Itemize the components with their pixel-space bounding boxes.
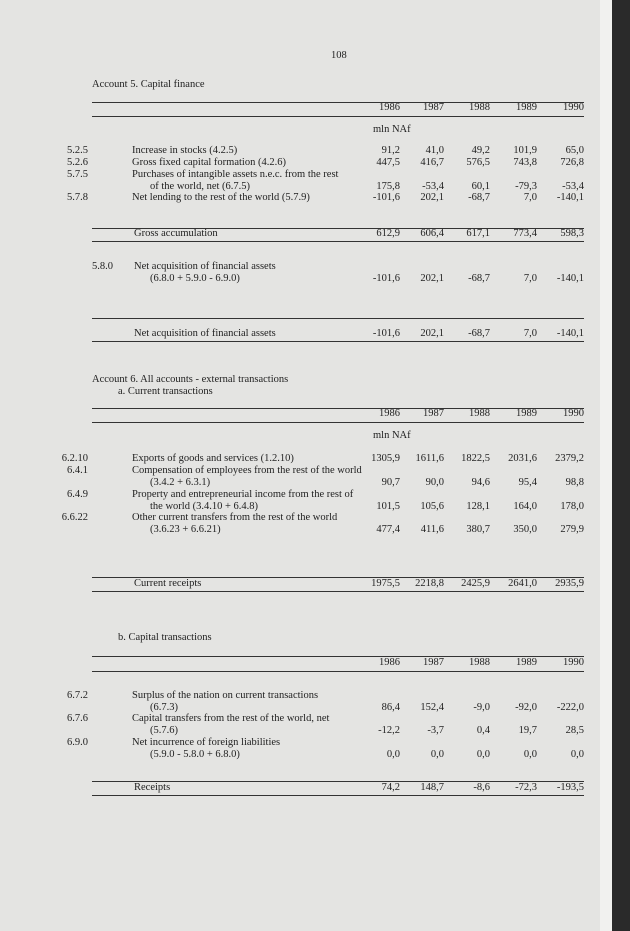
- table-cell: 105,6: [420, 501, 444, 512]
- table-cell: 7,0: [523, 192, 537, 203]
- total-label: Current receipts: [134, 578, 202, 589]
- row-label-continuation: the world (3.4.10 + 6.4.8): [150, 501, 258, 512]
- table-cell: -9,0: [473, 702, 490, 713]
- table-rule: [92, 241, 584, 242]
- table-cell: 1305,9: [371, 453, 400, 464]
- row-label-continuation: (6.8.0 + 5.9.0 - 6.9.0): [150, 273, 240, 284]
- table-cell: 101,5: [376, 501, 400, 512]
- total-label: Receipts: [134, 782, 171, 793]
- year-header: 1990: [563, 102, 584, 113]
- table-rule: [92, 341, 584, 342]
- table-cell: 175,8: [376, 181, 400, 192]
- table-rule: [92, 591, 584, 592]
- row-code: 5.7.8: [67, 192, 88, 203]
- year-header: 1987: [423, 408, 444, 419]
- table-cell: 0,0: [430, 749, 444, 760]
- table-cell: 86,4: [381, 702, 400, 713]
- total-cell: 1975,5: [371, 578, 400, 589]
- section-title: Account 5. Capital finance: [92, 79, 205, 90]
- table-rule: [92, 795, 584, 796]
- table-cell: 576,5: [466, 157, 490, 168]
- table-rule: [92, 422, 584, 423]
- table-cell: 128,1: [466, 501, 490, 512]
- total-cell: -8,6: [473, 782, 490, 793]
- total-cell: 2935,9: [555, 578, 584, 589]
- table-cell: 152,4: [420, 702, 444, 713]
- row-label: Net acquisition of financial assets: [134, 261, 276, 272]
- table-cell: 0,4: [476, 725, 490, 736]
- year-header: 1987: [423, 657, 444, 668]
- row-label: Net incurrence of foreign liabilities: [132, 737, 281, 748]
- row-code: 6.4.1: [67, 465, 88, 476]
- total-cell: 74,2: [381, 782, 400, 793]
- table-cell: -53,4: [562, 181, 584, 192]
- table-cell: 279,9: [560, 524, 584, 535]
- year-header: 1989: [516, 657, 537, 668]
- table-cell: 178,0: [560, 501, 584, 512]
- table-cell: -68,7: [468, 192, 490, 203]
- total-cell: 2218,8: [415, 578, 444, 589]
- table-cell: 2379,2: [555, 453, 584, 464]
- table-cell: 91,2: [381, 145, 400, 156]
- table-cell: 41,0: [425, 145, 444, 156]
- table-cell: -79,3: [515, 181, 537, 192]
- year-header: 1989: [516, 408, 537, 419]
- table-cell: 1611,6: [415, 453, 444, 464]
- total-cell: 202,1: [420, 328, 444, 339]
- row-code: 6.9.0: [67, 737, 88, 748]
- year-header: 1988: [469, 657, 490, 668]
- table-rule: [92, 671, 584, 672]
- year-header: 1986: [379, 102, 400, 113]
- row-code: 5.7.5: [67, 169, 88, 180]
- total-cell: 617,1: [466, 228, 490, 239]
- row-code: 6.7.6: [67, 713, 88, 724]
- year-header: 1988: [469, 102, 490, 113]
- table-cell: -3,7: [427, 725, 444, 736]
- total-cell: -68,7: [468, 328, 490, 339]
- row-code: 6.4.9: [67, 489, 88, 500]
- table-cell: 95,4: [518, 477, 537, 488]
- table-cell: 49,2: [471, 145, 490, 156]
- table-cell: -140,1: [556, 273, 584, 284]
- row-label: Exports of goods and services (1.2.10): [132, 453, 294, 464]
- table-cell: 0,0: [476, 749, 490, 760]
- scan-border: [612, 0, 630, 931]
- row-code: 6.2.10: [61, 453, 88, 464]
- total-cell: 2641,0: [508, 578, 537, 589]
- row-label-continuation: (3.4.2 + 6.3.1): [150, 477, 211, 488]
- page-edge: [600, 0, 612, 931]
- row-label: Other current transfers from the rest of the world: [132, 512, 338, 523]
- row-label-continuation: of the world, net (6.7.5): [150, 181, 251, 192]
- table-cell: -53,4: [422, 181, 444, 192]
- year-header: 1987: [423, 102, 444, 113]
- year-header: 1986: [379, 657, 400, 668]
- section-subtitle: b. Capital transactions: [118, 632, 212, 643]
- row-label: Increase in stocks (4.2.5): [132, 145, 238, 156]
- table-cell: -68,7: [468, 273, 490, 284]
- total-label: Gross accumulation: [134, 228, 218, 239]
- total-cell: 773,4: [513, 228, 537, 239]
- table-cell: 202,1: [420, 192, 444, 203]
- year-header: 1989: [516, 102, 537, 113]
- row-label: Gross fixed capital formation (4.2.6): [132, 157, 286, 168]
- total-cell: 612,9: [376, 228, 400, 239]
- total-cell: -193,5: [556, 782, 584, 793]
- table-cell: 0,0: [570, 749, 584, 760]
- page-number: 108: [331, 50, 347, 61]
- total-cell: 606,4: [420, 228, 444, 239]
- total-cell: -72,3: [515, 782, 537, 793]
- row-code: 6.7.2: [67, 690, 88, 701]
- table-cell: 447,5: [376, 157, 400, 168]
- table-cell: 1822,5: [461, 453, 490, 464]
- section-title: Account 6. All accounts - external transactions: [92, 374, 289, 385]
- row-label-continuation: (3.6.23 + 6.6.21): [150, 524, 221, 535]
- table-cell: 90,0: [425, 477, 444, 488]
- row-label-continuation: (5.9.0 - 5.8.0 + 6.8.0): [150, 749, 240, 760]
- table-cell: -140,1: [556, 192, 584, 203]
- row-label: Net lending to the rest of the world (5.7.9): [132, 192, 310, 203]
- table-cell: 0,0: [523, 749, 537, 760]
- row-label: Purchases of intangible assets n.e.c. from the rest: [132, 169, 339, 180]
- total-cell: 148,7: [420, 782, 444, 793]
- table-cell: 202,1: [420, 273, 444, 284]
- table-cell: 101,9: [513, 145, 537, 156]
- table-cell: 0,0: [386, 749, 400, 760]
- year-header: 1990: [563, 408, 584, 419]
- table-cell: 2031,6: [508, 453, 537, 464]
- table-cell: 350,0: [513, 524, 537, 535]
- table-cell: 7,0: [523, 273, 537, 284]
- row-label: Capital transfers from the rest of the world, net: [132, 713, 330, 724]
- row-label: Surplus of the nation on current transactions: [132, 690, 319, 701]
- row-label: Property and entrepreneurial income from the rest of: [132, 489, 354, 500]
- row-label: Compensation of employees from the rest of the world: [132, 465, 362, 476]
- year-header: 1986: [379, 408, 400, 419]
- table-cell: 94,6: [471, 477, 490, 488]
- table-cell: 411,6: [420, 524, 444, 535]
- table-cell: -92,0: [515, 702, 537, 713]
- year-header: 1988: [469, 408, 490, 419]
- table-cell: 743,8: [513, 157, 537, 168]
- total-cell: 2425,9: [461, 578, 490, 589]
- row-code: 5.2.6: [67, 157, 88, 168]
- table-cell: -222,0: [556, 702, 584, 713]
- table-cell: 477,4: [376, 524, 400, 535]
- table-cell: 380,7: [466, 524, 490, 535]
- total-label: Net acquisition of financial assets: [134, 328, 276, 339]
- table-cell: -101,6: [372, 192, 400, 203]
- table-cell: 726,8: [560, 157, 584, 168]
- table-cell: 65,0: [565, 145, 584, 156]
- table-cell: 98,8: [565, 477, 584, 488]
- table-cell: 28,5: [565, 725, 584, 736]
- row-code: 6.6.22: [61, 512, 88, 523]
- table-rule: [92, 318, 584, 319]
- table-cell: 416,7: [420, 157, 444, 168]
- unit-label: mln NAf: [373, 124, 411, 135]
- row-code: 5.8.0: [92, 261, 113, 272]
- total-cell: -101,6: [372, 328, 400, 339]
- year-header: 1990: [563, 657, 584, 668]
- table-cell: 90,7: [381, 477, 400, 488]
- unit-label: mln NAf: [373, 430, 411, 441]
- row-code: 5.2.5: [67, 145, 88, 156]
- section-subtitle: a. Current transactions: [118, 386, 213, 397]
- table-cell: 164,0: [513, 501, 537, 512]
- total-cell: 7,0: [523, 328, 537, 339]
- table-cell: -101,6: [372, 273, 400, 284]
- table-rule: [92, 116, 584, 117]
- row-label-continuation: (5.7.6): [150, 725, 178, 736]
- row-label-continuation: (6.7.3): [150, 702, 178, 713]
- total-cell: 598,3: [560, 228, 584, 239]
- total-cell: -140,1: [556, 328, 584, 339]
- table-cell: 19,7: [518, 725, 537, 736]
- table-cell: -12,2: [378, 725, 400, 736]
- table-cell: 60,1: [471, 181, 490, 192]
